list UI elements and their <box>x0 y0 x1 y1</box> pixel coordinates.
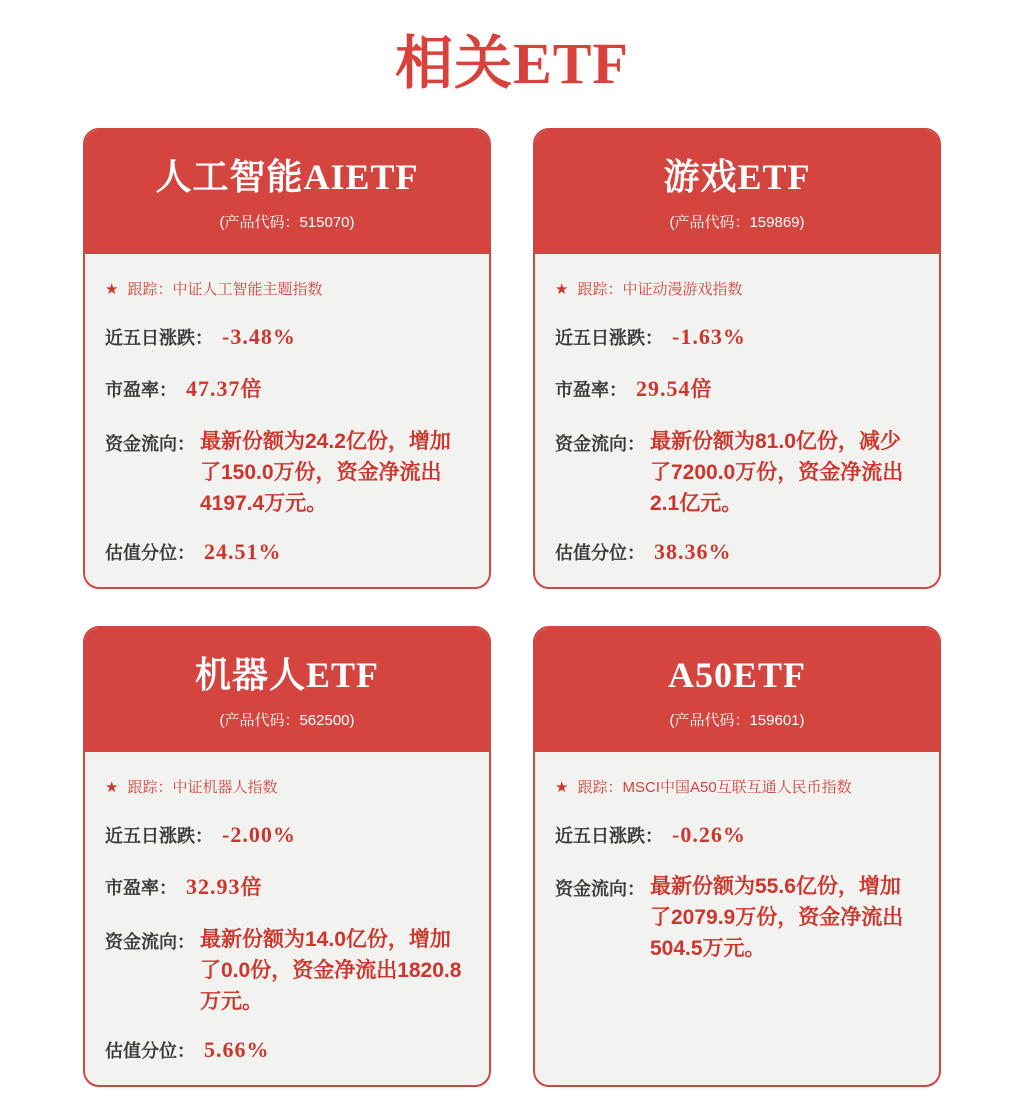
flow-text: 最新份额为55.6亿份，增加了2079.9万份，资金净流出504.5万元。 <box>650 875 904 960</box>
flow-row <box>105 426 469 519</box>
five-day-label: 近五日涨跌： <box>105 328 213 348</box>
flow-row <box>555 871 919 964</box>
card-body <box>85 254 489 587</box>
valuation-label: 估值分位： <box>105 1041 195 1061</box>
track-index: 中证机器人指数 <box>172 779 278 796</box>
five-day-value: -3.48% <box>222 324 296 349</box>
pe-row <box>105 871 469 901</box>
valuation-value: 38.36% <box>654 539 732 564</box>
five-day-value: -0.26% <box>672 822 746 847</box>
etf-name-zh: 游戏 <box>663 156 738 197</box>
track-row <box>555 776 919 797</box>
star-icon: ★ <box>555 778 569 796</box>
five-day-value: -2.00% <box>222 822 296 847</box>
track-label: 跟踪： <box>577 281 623 298</box>
track-label: 跟踪： <box>127 779 173 796</box>
pe-unit: 倍 <box>240 378 262 401</box>
pe-value: 47.37 <box>186 376 241 401</box>
valuation-value: 5.66% <box>204 1037 270 1062</box>
pe-unit: 倍 <box>690 378 712 401</box>
etf-product-code: (产品代码：159601) <box>669 712 805 729</box>
track-label: 跟踪： <box>577 779 623 796</box>
card-header <box>85 130 489 254</box>
track-row <box>555 278 919 299</box>
card-header <box>85 628 489 752</box>
card-header <box>535 628 939 752</box>
pe-label: 市盈率： <box>105 878 177 898</box>
etf-cards-grid <box>83 128 941 1087</box>
track-label: 跟踪： <box>127 281 173 298</box>
card-body <box>85 752 489 1085</box>
pe-label: 市盈率： <box>555 380 627 400</box>
pe-row <box>105 373 469 403</box>
five-day-label: 近五日涨跌： <box>555 328 663 348</box>
card-body <box>535 752 939 1085</box>
card-body <box>535 254 939 587</box>
flow-label: 资金流向： <box>105 434 195 454</box>
etf-name-en: A50ETF <box>667 655 806 695</box>
track-row <box>105 776 469 797</box>
valuation-row <box>105 539 469 565</box>
five-day-row <box>105 822 469 848</box>
valuation-row <box>105 1037 469 1063</box>
etf-name-zh: 机器人 <box>194 654 306 695</box>
page-title <box>0 16 1024 100</box>
etf-name <box>543 654 931 696</box>
etf-card-game <box>533 128 941 589</box>
etf-product-code: (产品代码：562500) <box>219 712 355 729</box>
flow-text: 最新份额为81.0亿份，减少了7200.0万份，资金净流出2.1亿元。 <box>650 430 904 515</box>
etf-name-en: ETF <box>306 655 380 695</box>
track-row <box>105 278 469 299</box>
five-day-row <box>555 822 919 848</box>
flow-label: 资金流向： <box>555 434 645 454</box>
etf-product-code: (产品代码：515070) <box>219 214 355 231</box>
flow-row <box>105 924 469 1017</box>
five-day-label: 近五日涨跌： <box>105 826 213 846</box>
five-day-row <box>105 324 469 350</box>
flow-label: 资金流向： <box>105 932 195 952</box>
pe-unit: 倍 <box>240 876 262 899</box>
valuation-label: 估值分位： <box>105 543 195 563</box>
five-day-value: -1.63% <box>672 324 746 349</box>
track-index: MSCI中国A50互联互通人民币指数 <box>622 779 852 796</box>
page-title-en: ETF <box>513 31 629 96</box>
etf-name-en: AIETF <box>303 157 419 197</box>
valuation-row <box>555 539 919 565</box>
flow-text: 最新份额为24.2亿份，增加了150.0万份，资金净流出4197.4万元。 <box>200 430 451 515</box>
flow-row <box>555 426 919 519</box>
pe-row <box>555 373 919 403</box>
track-index: 中证动漫游戏指数 <box>622 281 743 298</box>
flow-text: 最新份额为14.0亿份，增加了0.0份，资金净流出1820.8万元。 <box>200 928 462 1013</box>
star-icon: ★ <box>105 778 119 796</box>
valuation-label: 估值分位： <box>555 543 645 563</box>
pe-value: 32.93 <box>186 874 241 899</box>
etf-name <box>93 654 481 696</box>
five-day-row <box>555 324 919 350</box>
card-header <box>535 130 939 254</box>
pe-label: 市盈率： <box>105 380 177 400</box>
valuation-value: 24.51% <box>204 539 282 564</box>
etf-name <box>93 156 481 198</box>
flow-label: 资金流向： <box>555 879 645 899</box>
etf-card-ai <box>83 128 491 589</box>
pe-value: 29.54 <box>636 376 691 401</box>
track-index: 中证人工智能主题指数 <box>172 281 323 298</box>
etf-name-zh: 人工智能 <box>155 156 304 197</box>
five-day-label: 近五日涨跌： <box>555 826 663 846</box>
star-icon: ★ <box>555 280 569 298</box>
etf-card-robot <box>83 626 491 1087</box>
etf-name-en: ETF <box>737 157 811 197</box>
etf-name <box>543 156 931 198</box>
etf-card-a50 <box>533 626 941 1087</box>
page-title-zh: 相关 <box>395 31 514 96</box>
etf-product-code: (产品代码：159869) <box>669 214 805 231</box>
star-icon: ★ <box>105 280 119 298</box>
